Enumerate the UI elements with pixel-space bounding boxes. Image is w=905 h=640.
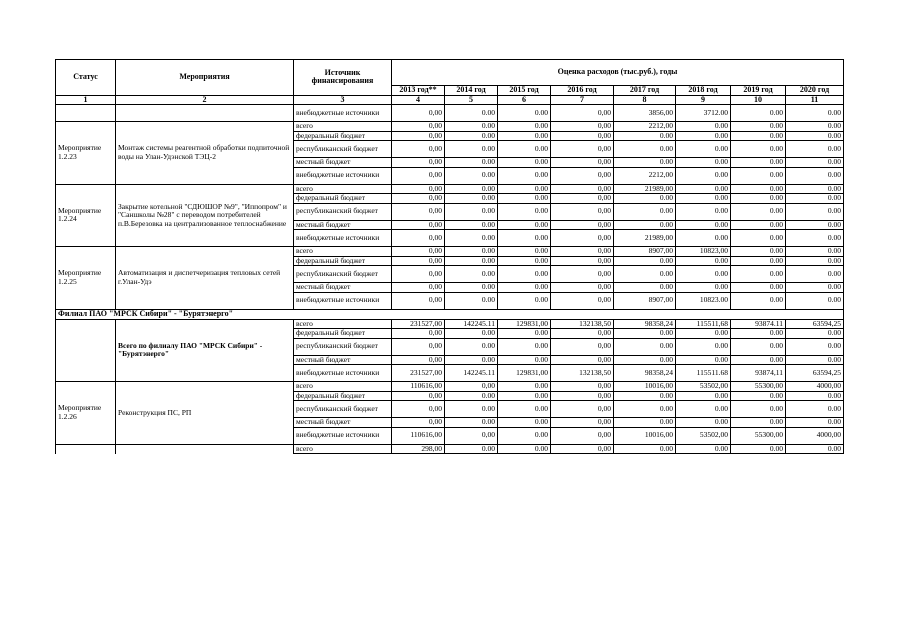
value-cell: 115511,68	[676, 319, 731, 329]
value-cell: 0.00	[676, 283, 731, 293]
value-cell: 0.00	[731, 131, 786, 141]
header-year: 2015 год	[498, 86, 551, 96]
value-cell: 0.00	[731, 292, 786, 309]
value-cell: 0.00	[498, 184, 551, 194]
value-cell: 0.00	[445, 401, 498, 418]
value-cell: 0.00	[731, 338, 786, 355]
value-cell: 0,00	[392, 167, 445, 184]
value-cell: 98358,24	[614, 319, 676, 329]
value-cell: 0.00	[731, 184, 786, 194]
value-cell: 0,00	[392, 141, 445, 158]
value-cell: 0.00	[614, 203, 676, 220]
value-cell: 110616,00	[392, 427, 445, 444]
header-status: Статус	[56, 60, 116, 96]
value-cell: 0,00	[392, 355, 445, 365]
value-cell: 0,00	[392, 158, 445, 168]
value-cell: 0.00	[498, 167, 551, 184]
value-cell: 0.00	[614, 329, 676, 339]
status-cell	[56, 444, 116, 454]
value-cell: 0,00	[392, 203, 445, 220]
value-cell: 0.00	[676, 256, 731, 266]
value-cell: 0.00	[614, 338, 676, 355]
table-row	[56, 122, 844, 132]
value-cell: 3856,00	[614, 105, 676, 122]
status-cell: Мероприятие 1.2.24	[56, 184, 116, 247]
value-cell: 0,00	[551, 105, 614, 122]
column-index-row	[56, 95, 844, 105]
measure-cell: Всего по филиалу ПАО "МРСК Сибири" - "Бурятэнерго"	[116, 319, 294, 382]
value-cell: 0.00	[786, 141, 844, 158]
status-cell: Мероприятие 1.2.26	[56, 382, 116, 445]
value-cell: 0,00	[392, 220, 445, 230]
column-index: 4	[392, 95, 445, 105]
source-cell: республиканский бюджет	[294, 401, 392, 418]
value-cell: 0,00	[551, 158, 614, 168]
value-cell: 0,00	[551, 184, 614, 194]
value-cell: 0,00	[445, 427, 498, 444]
value-cell: 0.00	[786, 122, 844, 132]
status-cell	[56, 319, 116, 382]
value-cell: 0.00	[786, 167, 844, 184]
value-cell: 3712.00	[676, 105, 731, 122]
value-cell: 0.00	[498, 247, 551, 257]
source-cell: республиканский бюджет	[294, 266, 392, 283]
measure-cell: Монтаж системы реагентной обработки подпиточной воды на Улан-Удэнской ТЭЦ-2	[116, 122, 294, 185]
value-cell: 0.00	[445, 256, 498, 266]
value-cell: 0.00	[676, 122, 731, 132]
value-cell: 0,00	[551, 247, 614, 257]
value-cell: 0.00	[676, 418, 731, 428]
table-row	[56, 444, 844, 454]
table-row	[56, 382, 844, 392]
value-cell: 129831,00	[498, 319, 551, 329]
value-cell: 0.00	[786, 230, 844, 247]
value-cell: 0.00	[445, 329, 498, 339]
value-cell: 115511.68	[676, 365, 731, 382]
value-cell: 0.00	[498, 401, 551, 418]
value-cell: 0.00	[498, 141, 551, 158]
column-index: 9	[676, 95, 731, 105]
column-index: 7	[551, 95, 614, 105]
value-cell: 93874,11	[731, 365, 786, 382]
value-cell: 0.00	[445, 444, 498, 454]
value-cell: 0.00	[445, 283, 498, 293]
value-cell: 0.00	[498, 382, 551, 392]
source-cell: всего	[294, 184, 392, 194]
value-cell: 0.00	[445, 167, 498, 184]
column-index: 1	[56, 95, 116, 105]
value-cell: 298,00	[392, 444, 445, 454]
value-cell: 0,00	[551, 401, 614, 418]
value-cell: 142245.11	[445, 365, 498, 382]
source-cell: внебюджетные источники	[294, 365, 392, 382]
source-cell: местный бюджет	[294, 418, 392, 428]
value-cell: 10823,00	[676, 247, 731, 257]
value-cell: 0,00	[551, 131, 614, 141]
value-cell: 0,00	[551, 230, 614, 247]
section-title: Филиал ПАО "МРСК Сибири" - "Бурятэнерго"	[56, 309, 844, 319]
measure-cell	[116, 105, 294, 122]
value-cell: 0,00	[551, 194, 614, 204]
value-cell: 0.00	[786, 266, 844, 283]
value-cell: 0.00	[614, 141, 676, 158]
value-cell: 0.00	[786, 247, 844, 257]
value-cell: 0.00	[676, 338, 731, 355]
value-cell: 0.00	[614, 131, 676, 141]
status-cell: Мероприятие 1.2.23	[56, 122, 116, 185]
measure-cell: Автоматизация и диспетчеризация тепловых сетей г.Улан-Удэ	[116, 247, 294, 310]
value-cell: 0.00	[731, 391, 786, 401]
value-cell: 0,00	[392, 256, 445, 266]
value-cell: 0.00	[445, 184, 498, 194]
source-cell: республиканский бюджет	[294, 338, 392, 355]
source-cell: всего	[294, 444, 392, 454]
value-cell: 0.00	[498, 203, 551, 220]
value-cell: 0.00	[786, 220, 844, 230]
value-cell: 0.00	[498, 329, 551, 339]
source-cell: местный бюджет	[294, 283, 392, 293]
value-cell: 0.00	[498, 256, 551, 266]
value-cell: 0.00	[614, 391, 676, 401]
value-cell: 0,00	[392, 247, 445, 257]
value-cell: 0.00	[445, 131, 498, 141]
status-cell: Мероприятие 1.2.25	[56, 247, 116, 310]
value-cell: 21989,00	[614, 184, 676, 194]
source-cell: местный бюджет	[294, 355, 392, 365]
value-cell: 0,00	[392, 184, 445, 194]
source-cell: местный бюджет	[294, 220, 392, 230]
header-year: 2019 год	[731, 86, 786, 96]
value-cell: 0.00	[786, 329, 844, 339]
value-cell: 0.00	[786, 355, 844, 365]
header-year: 2013 год**	[392, 86, 445, 96]
value-cell: 0.00	[786, 256, 844, 266]
source-cell: федеральный бюджет	[294, 131, 392, 141]
value-cell: 0,00	[392, 194, 445, 204]
value-cell: 132138,50	[551, 365, 614, 382]
value-cell: 0.00	[445, 122, 498, 132]
value-cell: 0,00	[551, 329, 614, 339]
value-cell: 0,00	[551, 167, 614, 184]
value-cell: 0,00	[551, 141, 614, 158]
value-cell: 0.00	[786, 418, 844, 428]
value-cell: 0,00	[392, 391, 445, 401]
value-cell: 0,00	[392, 122, 445, 132]
value-cell: 21989,00	[614, 230, 676, 247]
measure-cell: Закрытие котельной "СДЮШОР №9", "Иппопром" и "Саншколы №28" с переводом потребителей п.В.Березовка на централизованное теплоснабжение	[116, 184, 294, 247]
value-cell: 0.00	[676, 355, 731, 365]
value-cell: 0.00	[498, 122, 551, 132]
value-cell: 0.00	[676, 220, 731, 230]
value-cell: 0.00	[676, 230, 731, 247]
value-cell: 0.00	[445, 292, 498, 309]
value-cell: 0,00	[551, 283, 614, 293]
source-cell: всего	[294, 319, 392, 329]
value-cell: 0.00	[498, 444, 551, 454]
value-cell: 0.00	[676, 131, 731, 141]
value-cell: 0.00	[676, 158, 731, 168]
value-cell: 2212,00	[614, 122, 676, 132]
value-cell: 0.00	[786, 131, 844, 141]
source-cell: всего	[294, 247, 392, 257]
value-cell: 0.00	[614, 355, 676, 365]
table-row	[56, 247, 844, 257]
header-year: 2020 год	[786, 86, 844, 96]
value-cell: 0.00	[731, 230, 786, 247]
value-cell: 142245.11	[445, 319, 498, 329]
source-cell: федеральный бюджет	[294, 256, 392, 266]
value-cell: 0.00	[786, 444, 844, 454]
value-cell: 8907,00	[614, 292, 676, 309]
value-cell: 0.00	[498, 105, 551, 122]
value-cell: 0,00	[551, 122, 614, 132]
value-cell: 0,00	[392, 401, 445, 418]
value-cell: 0.00	[445, 266, 498, 283]
value-cell: 0,00	[551, 444, 614, 454]
value-cell: 0,00	[551, 391, 614, 401]
value-cell: 0,00	[551, 338, 614, 355]
value-cell: 0.00	[614, 283, 676, 293]
value-cell: 10016,00	[614, 427, 676, 444]
value-cell: 0.00	[445, 418, 498, 428]
value-cell: 2212,00	[614, 167, 676, 184]
value-cell: 0.00	[731, 194, 786, 204]
value-cell: 0,00	[445, 382, 498, 392]
source-cell: местный бюджет	[294, 158, 392, 168]
measure-cell: Реконструкция ПС, РП	[116, 382, 294, 445]
column-index: 3	[294, 95, 392, 105]
value-cell: 0,00	[551, 355, 614, 365]
value-cell: 0,00	[392, 338, 445, 355]
value-cell: 0.00	[731, 329, 786, 339]
value-cell: 0.00	[676, 401, 731, 418]
value-cell: 0.00	[498, 220, 551, 230]
value-cell: 0.00	[498, 194, 551, 204]
value-cell: 0,00	[392, 418, 445, 428]
source-cell: республиканский бюджет	[294, 141, 392, 158]
value-cell: 0.00	[498, 266, 551, 283]
value-cell: 0.00	[731, 418, 786, 428]
value-cell: 0.00	[731, 158, 786, 168]
source-cell: внебюджетные источники	[294, 292, 392, 309]
value-cell: 0,00	[392, 131, 445, 141]
value-cell: 0,00	[551, 418, 614, 428]
table-row	[56, 105, 844, 122]
value-cell: 0.00	[731, 444, 786, 454]
value-cell: 0.00	[731, 266, 786, 283]
value-cell: 0.00	[786, 194, 844, 204]
value-cell: 0.00	[445, 194, 498, 204]
source-cell: федеральный бюджет	[294, 194, 392, 204]
value-cell: 0.00	[614, 401, 676, 418]
value-cell: 0.00	[445, 158, 498, 168]
value-cell: 0.00	[786, 391, 844, 401]
value-cell: 0.00	[614, 194, 676, 204]
column-index: 8	[614, 95, 676, 105]
value-cell: 0.00	[445, 230, 498, 247]
value-cell: 10016,00	[614, 382, 676, 392]
value-cell: 0.00	[731, 203, 786, 220]
source-cell: федеральный бюджет	[294, 329, 392, 339]
measure-cell	[116, 444, 294, 454]
source-cell: всего	[294, 382, 392, 392]
value-cell: 231527,00	[392, 365, 445, 382]
value-cell: 0.00	[676, 444, 731, 454]
value-cell: 0.00	[676, 391, 731, 401]
value-cell: 0,00	[392, 230, 445, 247]
value-cell: 0.00	[445, 338, 498, 355]
value-cell: 0,00	[392, 292, 445, 309]
value-cell: 8907,00	[614, 247, 676, 257]
value-cell: 0.00	[498, 283, 551, 293]
value-cell: 10823.00	[676, 292, 731, 309]
value-cell: 0.00	[786, 105, 844, 122]
value-cell: 0,00	[392, 266, 445, 283]
value-cell: 0,00	[551, 266, 614, 283]
source-cell: всего	[294, 122, 392, 132]
value-cell: 0.00	[786, 283, 844, 293]
value-cell: 0,00	[551, 292, 614, 309]
header-estimate: Оценка расходов (тыс.руб.), годы	[392, 60, 844, 86]
value-cell: 63594,25	[786, 365, 844, 382]
value-cell: 0,00	[551, 256, 614, 266]
value-cell: 0.00	[731, 220, 786, 230]
budget-table	[55, 59, 844, 454]
value-cell: 0.00	[614, 220, 676, 230]
header-source: Источник финансирования	[294, 60, 392, 96]
value-cell: 0.00	[731, 105, 786, 122]
value-cell: 0.00	[614, 256, 676, 266]
value-cell: 0.00	[614, 266, 676, 283]
value-cell: 63594,25	[786, 319, 844, 329]
source-cell: внебюджетные источники	[294, 105, 392, 122]
source-cell: внебюджетные источники	[294, 427, 392, 444]
value-cell: 0.00	[786, 338, 844, 355]
value-cell: 0.00	[676, 329, 731, 339]
value-cell: 0,00	[551, 203, 614, 220]
value-cell: 0.00	[498, 230, 551, 247]
value-cell: 129831,00	[498, 365, 551, 382]
value-cell: 0.00	[445, 220, 498, 230]
value-cell: 0,00	[551, 427, 614, 444]
value-cell: 53502,00	[676, 382, 731, 392]
value-cell: 53502,00	[676, 427, 731, 444]
value-cell: 0.00	[445, 141, 498, 158]
value-cell: 0.00	[786, 203, 844, 220]
value-cell: 0.00	[498, 418, 551, 428]
value-cell: 0.00	[731, 283, 786, 293]
value-cell: 0.00	[614, 158, 676, 168]
column-index: 6	[498, 95, 551, 105]
value-cell: 0.00	[498, 338, 551, 355]
value-cell: 0.00	[614, 444, 676, 454]
value-cell: 0.00	[676, 184, 731, 194]
value-cell: 0.00	[786, 401, 844, 418]
value-cell: 0.00	[786, 158, 844, 168]
value-cell: 231527,00	[392, 319, 445, 329]
source-cell: федеральный бюджет	[294, 391, 392, 401]
value-cell: 93874.11	[731, 319, 786, 329]
value-cell: 0.00	[614, 418, 676, 428]
value-cell: 0.00	[498, 158, 551, 168]
value-cell: 0.00	[676, 203, 731, 220]
value-cell: 4000,00	[786, 382, 844, 392]
value-cell: 0.00	[445, 247, 498, 257]
value-cell: 0,00	[551, 382, 614, 392]
value-cell: 0.00	[498, 391, 551, 401]
header-year: 2017 год	[614, 86, 676, 96]
column-index: 2	[116, 95, 294, 105]
value-cell: 0.00	[731, 122, 786, 132]
value-cell: 0.00	[731, 355, 786, 365]
value-cell: 98358,24	[614, 365, 676, 382]
value-cell: 0.00	[731, 247, 786, 257]
source-cell: внебюджетные источники	[294, 230, 392, 247]
value-cell: 0.00	[498, 131, 551, 141]
value-cell: 0.00	[445, 105, 498, 122]
header-year: 2016 год	[551, 86, 614, 96]
value-cell: 0.00	[498, 427, 551, 444]
source-cell: республиканский бюджет	[294, 203, 392, 220]
value-cell: 0.00	[676, 266, 731, 283]
value-cell: 0.00	[676, 167, 731, 184]
column-index: 5	[445, 95, 498, 105]
value-cell: 0.00	[731, 256, 786, 266]
header-measure: Мероприятия	[116, 60, 294, 96]
value-cell: 0,00	[551, 220, 614, 230]
value-cell: 0.00	[498, 292, 551, 309]
column-index: 11	[786, 95, 844, 105]
value-cell: 0.00	[676, 194, 731, 204]
value-cell: 0.00	[498, 355, 551, 365]
section-row	[56, 309, 844, 319]
value-cell: 0.00	[786, 292, 844, 309]
value-cell: 0.00	[445, 203, 498, 220]
value-cell: 0.00	[731, 167, 786, 184]
value-cell: 0.00	[731, 141, 786, 158]
value-cell: 0.00	[445, 355, 498, 365]
value-cell: 0,00	[392, 105, 445, 122]
value-cell: 0.00	[731, 401, 786, 418]
value-cell: 55300,00	[731, 427, 786, 444]
value-cell: 0.00	[445, 391, 498, 401]
value-cell: 55300,00	[731, 382, 786, 392]
value-cell: 132138,50	[551, 319, 614, 329]
value-cell: 0.00	[786, 184, 844, 194]
value-cell: 4000,00	[786, 427, 844, 444]
column-index: 10	[731, 95, 786, 105]
value-cell: 0,00	[392, 283, 445, 293]
value-cell: 0,00	[392, 329, 445, 339]
value-cell: 0.00	[676, 141, 731, 158]
value-cell: 110616,00	[392, 382, 445, 392]
source-cell: внебюджетные источники	[294, 167, 392, 184]
header-year: 2018 год	[676, 86, 731, 96]
status-cell	[56, 105, 116, 122]
header-year: 2014 год	[445, 86, 498, 96]
